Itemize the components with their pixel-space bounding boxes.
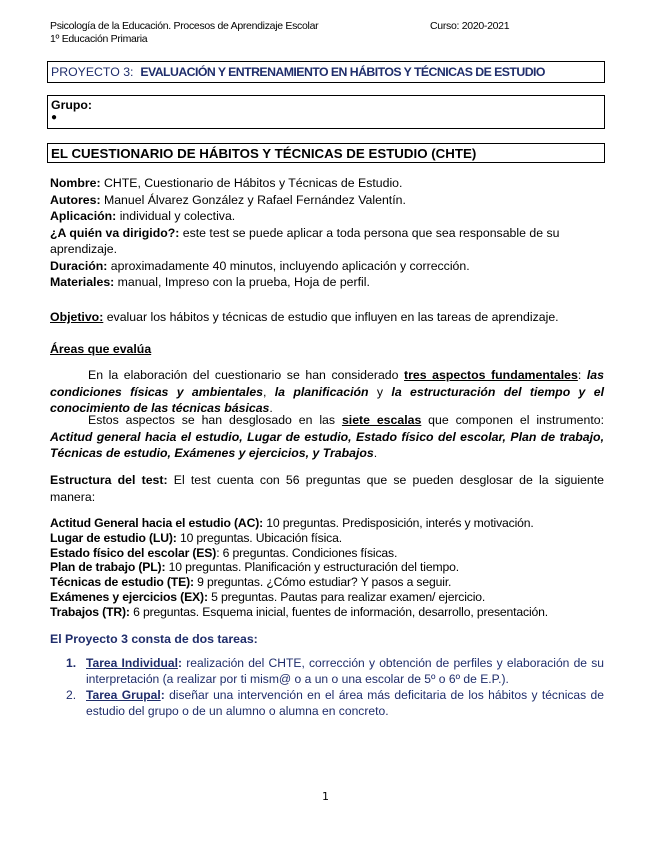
project-box: [47, 61, 605, 83]
field-nombre: Nombre: CHTE, Cuestionario de Hábitos y Técnicas de Estudio.: [50, 176, 403, 190]
group-label: Grupo:: [51, 98, 92, 112]
task-number: 2.: [66, 688, 77, 702]
section-title: EL CUESTIONARIO DE HÁBITOS Y TÉCNICAS DE ESTUDIO (CHTE): [51, 146, 477, 161]
tasks-list: [66, 656, 604, 719]
task-item-individual: 1. Tarea Individual: realización del CHTE, corrección y obtención de perfiles y elaboración de su interpretación (a realizar por ti mism@ o a un o una escolar de 5º o 6º de E.P.).: [66, 656, 604, 686]
bullet-icon: ●: [51, 112, 58, 123]
scale-item: Exámenes y ejercicios (EX): 5 preguntas. Pautas para realizar examen/ ejercicio.: [50, 589, 486, 604]
objective-text: evaluar los hábitos y técnicas de estudio que influyen en las tareas de aprendizaje.: [103, 310, 559, 324]
scale-item: Plan de trabajo (PL): 10 preguntas. Planificación y estructuración del tiempo.: [50, 560, 459, 575]
task-text: realización del CHTE, corrección y obtención de perfiles y elaboración de su interpretación (a realizar por ti mism@ o a un o una escolar de 5º o 6º de E.P.).: [86, 656, 604, 686]
course-level: 1º Educación Primaria: [50, 33, 148, 45]
task-title: Tarea Grupal: [86, 688, 161, 702]
project-title: EVALUACIÓN Y ENTRENAMIENTO EN HÁBITOS Y TÉCNICAS DE ESTUDIO: [140, 65, 545, 79]
objective: [50, 309, 604, 326]
areas-paragraph-1: En la elaboración del cuestionario se han considerado tres aspectos fundamentales: las condiciones físicas y ambientales, la planificación y la estructuración del tiempo y el conocimiento de las técnicas básicas.: [50, 368, 604, 415]
course-year: Curso: 2020-2021: [430, 20, 510, 32]
areas-heading: Áreas que evalúa: [50, 342, 152, 356]
page-number: 1: [322, 790, 329, 803]
task-text: diseñar una intervención en el área más deficitaria de los hábitos y técnicas de estudio del grupo o de un alumno o alumna en concreto.: [86, 688, 605, 718]
structure-text: El test cuenta con 56 preguntas que se pueden desglosar de la siguiente manera:: [50, 473, 604, 504]
fields-block: [50, 175, 604, 291]
field-materiales: Materiales: manual, Impreso con la prueba, Hoja de perfil.: [50, 275, 370, 289]
structure-label: Estructura del test:: [50, 473, 168, 487]
task-title: Tarea Individual: [86, 656, 178, 670]
course-title: Psicología de la Educación. Procesos de Aprendizaje Escolar: [50, 20, 319, 32]
scale-item: Trabajos (TR): 6 preguntas. Esquema inicial, fuentes de información, desarrollo, presentación.: [50, 604, 549, 619]
tasks-heading: El Proyecto 3 consta de dos tareas:: [50, 632, 258, 646]
areas-paragraph-2: Estos aspectos se han desglosado en las siete escalas que componen el instrumento: Actitud general hacia el estudio, Lugar de estudio, Estado físico del escolar, Plan de trabajo, Técnicas de estudio, Exámenes y ejercicios, y Trabajos.: [50, 413, 604, 460]
field-autores: Autores: Manuel Álvarez González y Rafael Fernández Valentín.: [50, 192, 406, 207]
project-prefix: PROYECTO 3:: [51, 65, 134, 79]
task-item-grupal: 2. Tarea Grupal: diseñar una intervención en el área más deficitaria de los hábitos y técnicas de estudio del grupo o de un alumno o alumna en concreto.: [66, 688, 605, 718]
scale-item: Lugar de estudio (LU): 10 preguntas. Ubicación física.: [50, 530, 342, 545]
field-duracion: Duración: aproximadamente 40 minutos, incluyendo aplicación y corrección.: [50, 258, 470, 273]
field-aplicacion: Aplicación: individual y colectiva.: [50, 209, 236, 223]
section-title-box: [47, 143, 605, 163]
project-title-line: [51, 65, 545, 79]
field-dirigido: ¿A quién va dirigido?: este test se puede aplicar a toda persona que sea responsable de su aprendizaje.: [50, 225, 560, 256]
objective-label: Objetivo:: [50, 310, 104, 324]
task-number: 1.: [66, 656, 77, 670]
group-box: [47, 95, 605, 129]
scales-list: [50, 516, 610, 620]
scale-item: Técnicas de estudio (TE): 9 preguntas. ¿Cómo estudiar? Y pasos a seguir.: [50, 575, 452, 590]
scale-item: Estado físico del escolar (ES): 6 preguntas. Condiciones físicas.: [50, 545, 398, 560]
scale-item: Actitud General hacia el estudio (AC): 10 preguntas. Predisposición, interés y motivación.: [50, 516, 534, 530]
test-structure: [50, 472, 604, 505]
